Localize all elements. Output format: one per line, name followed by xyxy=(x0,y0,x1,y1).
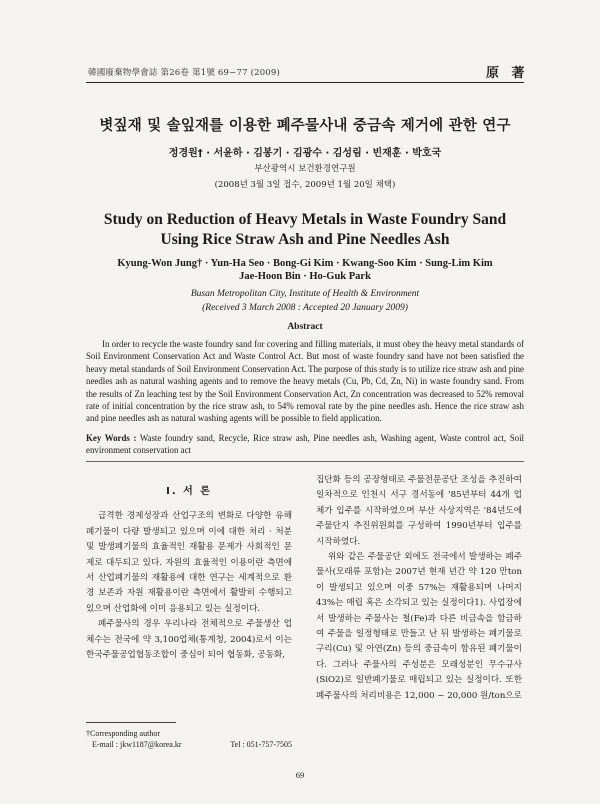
korean-title: 볏짚재 및 솔잎재를 이용한 폐주물사내 중금속 제거에 관한 연구 xyxy=(99,118,511,134)
footnote xyxy=(86,728,292,750)
english-title-line-2: Using Rice Straw Ash and Pine Needles Ash xyxy=(160,231,450,248)
intro-paragraph-2: 폐주물사의 경우 우리나라 전체적으로 주물생산 업체수는 전국에 약 3,100업체(통계청, 2004)로서 이는 한국주물공업협동조합이 중심이 되어 협동화, 공동화, xyxy=(86,619,292,661)
english-affiliation: Busan Metropolitan City, Institute of Health & Environment xyxy=(190,289,420,299)
intro-paragraph-3: 집단화 등의 공장형태로 주물전문공단 조성을 추진하여 일차적으로 인천시 서구 경서동에 '85년부터 44개 업체가 입주를 시작하였으며 부산 사상지역은 '84년도에 주물단지 추진위원회를 구성하여 1990년부터 입주를 시작하였다. xyxy=(316,475,522,547)
korean-received-dates: (2008년 3월 3일 접수, 2009년 1월 20일 채택) xyxy=(214,180,396,190)
section-divider xyxy=(86,461,524,462)
article-type-label: 原 著 xyxy=(486,66,529,81)
intro-paragraph-1: 급격한 경제성장과 산업구조의 변화로 다양한 유해 폐기물이 다량 발생되고 있으며 이에 대한 처리 · 처분 및 발생폐기물의 효율적인 재활용 문제가 사회적인 문제로 대두되고 있다. 자원의 효율적인 이용이란 측면에서 산업폐기물의 재활용에 대한 연구는 세계적으로 환경 보존과 자원 재활용이란 측면에서 활발히 수행되고 있으며 산업화에 이미 응용되고 있는 실정이다. xyxy=(86,511,292,614)
page-number: 69 xyxy=(295,770,305,780)
header-rule xyxy=(86,82,524,83)
english-received-dates: (Received 3 March 2008 : Accepted 20 January 2009) xyxy=(202,303,408,313)
section-heading-introduction: I. 서 론 xyxy=(166,486,212,497)
korean-affiliation: 부산광역시 보건환경연구원 xyxy=(254,164,356,174)
english-title-line-1: Study on Reduction of Heavy Metals in Waste Foundry Sand xyxy=(103,211,507,228)
english-authors xyxy=(86,257,524,283)
keywords-text: Waste foundry sand, Recycle, Rice straw ash, Pine needles ash, Washing agent, Waste control act, Soil environment conservation act xyxy=(86,433,524,456)
footnote-email: E-mail : jkw1187@korea.kr xyxy=(92,740,182,749)
intro-paragraph-4: 위와 같은 주물공단 외에도 전국에서 발생하는 폐주물사(모래류 포함)는 2007년 현재 년간 약 120 만ton이 발생되고 있으며 이중 57%는 재활용되며 나머지 43%는 매립 혹은 소각되고 있는 실정이다1). 사업장에서 발생하는 주물사는 철(Fe)과 다른 비금속을 함금하여 주물을 일정형태로 만들고 난 뒤 발생하는 폐기물로 구리(Cu) 및 아연(Zn) 등의 중금속이 함유된 폐기물이다. 그러나 주물사의 주성분은 모래성분인 무수규사(SiO2)로 일반폐기물로 매립되고 있는 실정이다. 또한 폐주물사의 처리비용은 12,000 ~ 20,000 원/ton으로 xyxy=(316,552,522,701)
footnote-label: †Corresponding author xyxy=(86,729,160,738)
english-authors-line-2: Jae-Hoon Bin · Ho-Guk Park xyxy=(239,271,371,282)
keywords xyxy=(86,432,524,457)
korean-authors: 정경원† · 서윤하 · 김봉기 · 김광수 · 김성림 · 빈재훈 · 박호국 xyxy=(168,148,442,159)
abstract-heading: Abstract xyxy=(287,322,323,332)
english-authors-line-1: Kyung-Won Jung† · Yun-Ha Seo · Bong-Gi Kim · Kwang-Soo Kim · Sung-Lim Kim xyxy=(117,258,493,269)
keywords-label: Key Words : xyxy=(86,433,137,443)
running-head: 韓國廢棄物學會誌 第26卷 第1號 69~77 (2009) xyxy=(88,68,281,78)
abstract-body: In order to recycle the waste foundry sand for covering and filling materials, it must obey the heavy metal standards of Soil Environment Conservation Act and Waste Control Act. But most of waste foundry sand have not been satisfied the heavy metal standards of Soil Environment Conservation Act. The purpose of this study is to utilize rice straw ash and pine needles ash as natural washing agents and to remove the heavy metals (Cu, Pb, Cd, Zn, Ni) in waste foundry sand. From the results of Zn leaching test by the Soil Environment Conservation Act, Zn concentration was decreased to 52% removal rate of initial concentration by the rice straw ash, to 54% removal rate by the pine needles ash. Hence the rice straw ash and pine needles ash as natural washing agents will be possible to field application. xyxy=(86,339,524,424)
footnote-contact xyxy=(86,739,292,750)
left-column xyxy=(86,478,292,663)
footnote-tel: Tel : 051-757-7505 xyxy=(230,740,292,749)
right-column xyxy=(316,473,522,704)
english-title xyxy=(86,210,524,250)
footnote-rule xyxy=(86,722,176,723)
